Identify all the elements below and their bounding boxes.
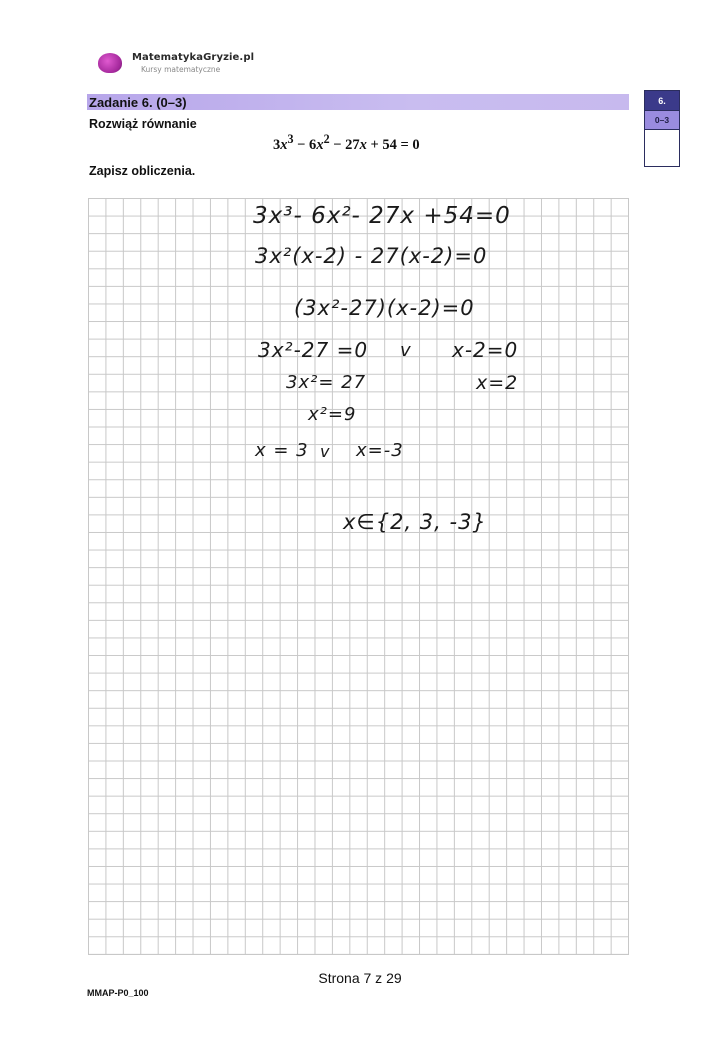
handwritten-line: (3x²-27)(x-2)=0 (294, 296, 475, 320)
task-title: Zadanie 6. (0–3) (89, 95, 187, 110)
task-note: Zapisz obliczenia. (89, 164, 196, 178)
score-task-number: 6. (645, 91, 679, 110)
score-range: 0–3 (645, 110, 679, 130)
handwritten-line: 3x³- 6x²- 27x +54=0 (253, 203, 511, 229)
brain-icon (98, 53, 122, 73)
brand-tagline: Kursy matematyczne (141, 65, 221, 74)
handwritten-line: x²=9 (308, 404, 357, 425)
handwritten-line: x = 3 (255, 440, 309, 461)
exam-code: MMAP-P0_100 (87, 988, 149, 998)
score-box (644, 90, 680, 167)
page-number: Strona 7 z 29 (318, 970, 402, 986)
handwritten-line: 3x²= 27 (286, 372, 367, 393)
task-instruction: Rozwiąż równanie (89, 117, 197, 131)
score-entry-field[interactable] (645, 130, 679, 166)
handwritten-line: 3x²-27 =0 (258, 338, 369, 362)
handwritten-line: x-2=0 (452, 338, 519, 362)
handwritten-line: x=2 (476, 372, 519, 394)
handwritten-answer: x∈{2, 3, -3} (343, 510, 487, 534)
handwritten-or: v (400, 340, 412, 361)
brand-logo (98, 52, 254, 74)
handwritten-line: 3x²(x-2) - 27(x-2)=0 (255, 244, 488, 268)
handwritten-or: v (320, 442, 331, 461)
task-equation: $3x^3 - 6x^2 - 27x + 54 = 0$ (273, 132, 420, 153)
brand-name: MatematykaGryzie.pl (132, 52, 255, 63)
handwritten-line: x=-3 (356, 440, 404, 461)
